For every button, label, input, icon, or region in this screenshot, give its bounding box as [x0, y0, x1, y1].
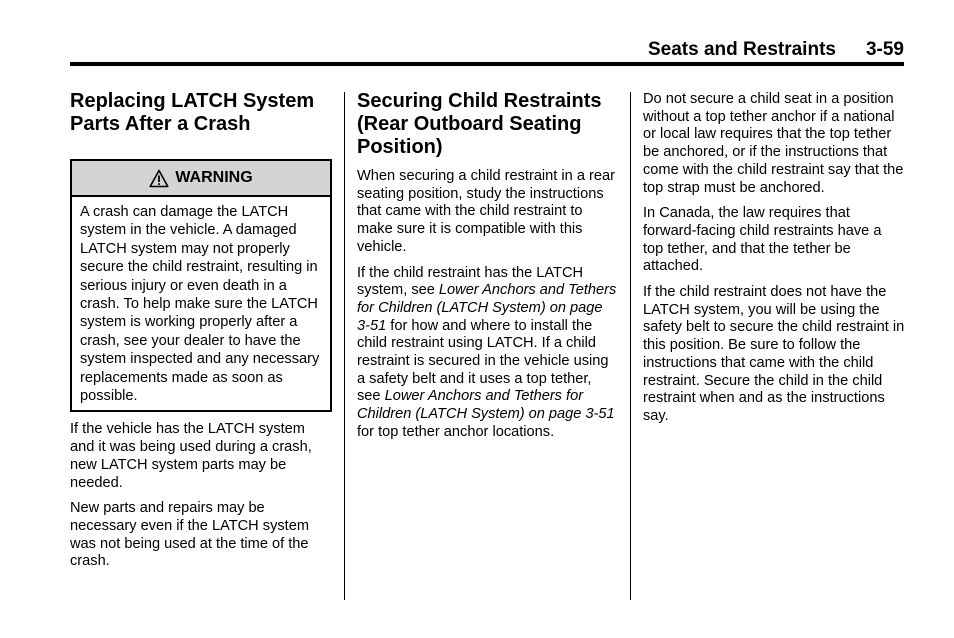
cross-reference-link[interactable]: Lower Anchors and Tethers for Children (LATCH System) on page 3-51 — [357, 282, 617, 334]
header-rule — [70, 62, 904, 66]
warning-label: WARNING — [175, 169, 253, 186]
page-header — [70, 38, 904, 62]
cross-reference-link[interactable]: Lower Anchors and Tethers for Children (LATCH System) on page 3-51 — [357, 388, 615, 423]
paragraph — [357, 265, 619, 442]
column-3 — [643, 91, 905, 426]
paragraph: When securing a child restraint in a rear seating position, study the instructions that came with the child restraint to make sure it is compatible with this vehicle. — [357, 168, 615, 255]
warning-header — [72, 161, 330, 197]
text-run: If the child restraint has the LATCH system, see — [357, 264, 584, 299]
column-divider — [630, 92, 631, 600]
paragraph: Do not secure a child seat in a position without a top tether anchor if a national or local law requires that the top tether be anchored, or if the instructions that come with the child restraint say that the top strap must be anchored. — [643, 91, 904, 196]
text-run: for how and where to install the child restraint using LATCH. If a child restraint is secured in the vehicle using a safety belt and it uses a top tether, see — [357, 317, 609, 405]
text-run: for top tether anchor locations. — [357, 423, 555, 440]
warning-box — [70, 159, 332, 412]
section-title: Seats and Restraints — [648, 39, 836, 60]
paragraph: If the vehicle has the LATCH system and it was being used during a crash, new LATCH system parts may be needed. — [70, 421, 312, 491]
warning-body — [72, 197, 330, 410]
column-2 — [357, 90, 619, 442]
paragraph: If the child restraint does not have the LATCH system, you will be using the safety belt to secure the child restraint in this position. Be sure to follow the instructions that came with the child restraint. Secure the child in the child restraint when and as the instructions say. — [643, 284, 905, 424]
paragraph: In Canada, the law requires that forward-facing child restraints have a top tether, and that the tether be attached. — [643, 205, 882, 275]
page-number: 3-59 — [865, 39, 904, 60]
warning-text: A crash can damage the LATCH system in the vehicle. A damaged LATCH system may not properly secure the child restraint, resulting in serious injury or even death in a crash. To help make sure the LATCH system is working properly after a crash, see your dealer to have the system inspected and any necessary replacements made as soon as possible. — [80, 204, 320, 405]
section-heading: Replacing LATCH System Parts After a Crash — [70, 90, 315, 135]
paragraph: New parts and repairs may be necessary even if the LATCH system was not being used at the time of the crash. — [70, 500, 309, 570]
warning-triangle-icon — [149, 169, 169, 188]
section-heading: Securing Child Restraints (Rear Outboard Seating Position) — [357, 90, 602, 158]
column-divider — [344, 92, 345, 600]
column-1 — [70, 90, 332, 571]
